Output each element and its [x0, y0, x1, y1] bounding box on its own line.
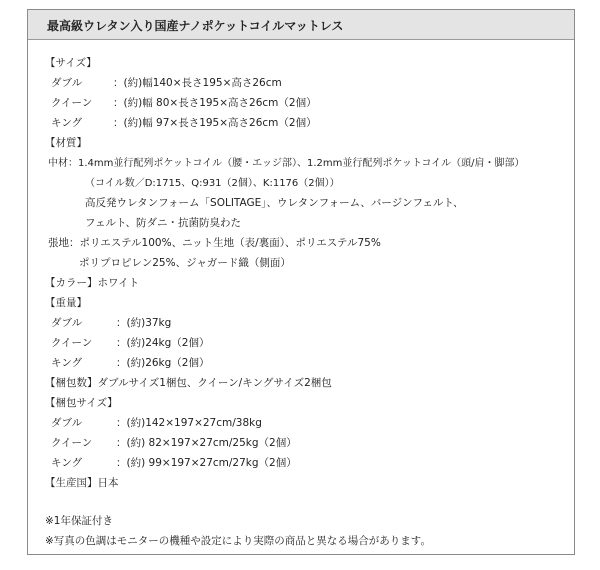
- material-line: 中材：1.4mm並行配列ポケットコイル（腰・エッジ部）、1.2mm並行配列ポケットコイル（頭/肩・脚部）: [48, 158, 525, 169]
- package-size-value: ：(約) 99×197×27cm/27kg（2個）: [116, 457, 297, 469]
- package-size-value: ：(約) 82×197×27cm/25kg（2個）: [116, 437, 297, 449]
- weight-value: ：(約)26kg（2個）: [116, 357, 210, 369]
- package-size-label: ダブル: [51, 417, 83, 429]
- package-size-value: ：(約)142×197×27cm/38kg: [116, 417, 262, 429]
- weight-heading: 【重量】: [45, 297, 87, 309]
- material-line: フェルト、防ダニ・抗菌防臭わた: [85, 217, 242, 229]
- material-line: ポリプロピレン25%、ジャガード織（側面）: [79, 257, 291, 269]
- size-value: ：(約)幅140×長さ195×高さ26cm: [113, 77, 282, 89]
- product-title: 最高級ウレタン入り国産ナノポケットコイルマットレス: [47, 19, 344, 33]
- weight-label: キング: [51, 357, 83, 369]
- spec-panel: [27, 9, 575, 555]
- material-line: 高反発ウレタンフォーム「SOLITAGE」、ウレタンフォーム、バージンフェルト、: [85, 197, 464, 209]
- color-line: 【カラー】ホワイト: [45, 277, 140, 289]
- note-color-disclaimer: ※写真の色調はモニターの機種や設定により実際の商品と異なる場合があります。: [45, 535, 431, 547]
- packages-line: 【梱包数】ダブルサイズ1梱包、クイーン/キングサイズ2梱包: [45, 377, 332, 389]
- origin-line: 【生産国】日本: [45, 477, 119, 489]
- package-size-heading: 【梱包サイズ】: [45, 397, 118, 409]
- material-line: 張地：ポリエステル100%、ニット生地（表/裏面）、ポリエステル75%: [48, 237, 381, 249]
- size-value: ：(約)幅 80×長さ195×高さ26cm（2個）: [113, 97, 317, 109]
- weight-label: クイーン: [51, 337, 93, 349]
- weight-value: ：(約)37kg: [116, 317, 172, 329]
- package-size-label: クイーン: [51, 437, 93, 449]
- weight-value: ：(約)24kg（2個）: [116, 337, 210, 349]
- package-size-label: キング: [51, 457, 83, 469]
- weight-label: ダブル: [51, 317, 83, 329]
- size-value: ：(約)幅 97×長さ195×高さ26cm（2個）: [113, 117, 317, 129]
- size-label: キング: [51, 117, 83, 129]
- material-heading: 【材質】: [45, 137, 87, 149]
- size-label: ダブル: [51, 77, 83, 89]
- note-warranty: ※1年保証付き: [45, 515, 113, 527]
- size-heading: 【サイズ】: [45, 57, 97, 69]
- material-line: （コイル数／D:1715、Q:931（2個）、K:1176（2個））: [85, 178, 340, 189]
- size-label: クイーン: [51, 97, 93, 109]
- spec-content: [28, 10, 574, 554]
